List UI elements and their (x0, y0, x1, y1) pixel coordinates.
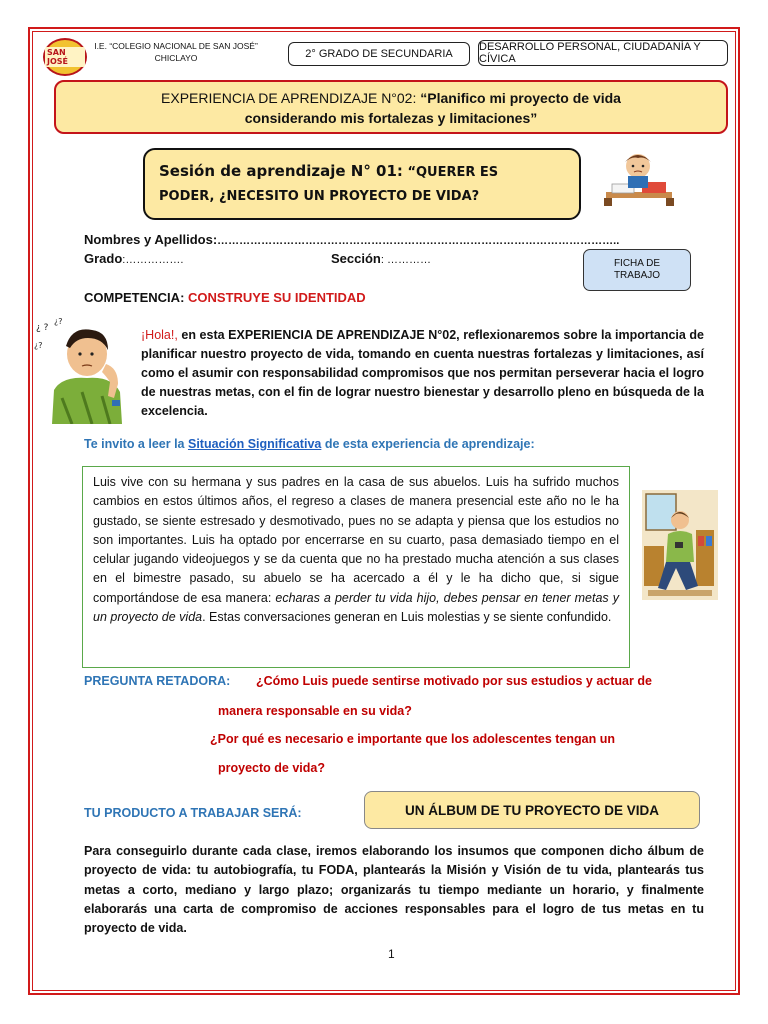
school-logo-text: SAN JOSÉ (45, 47, 85, 67)
competence-value: CONSTRUYE SU IDENTIDAD (188, 290, 366, 305)
situacion-significativa-link[interactable]: Situación Significativa (187, 437, 322, 451)
question-1-line1: ¿Cómo Luis puede sentirse motivado por sus estudios y actuar de (256, 674, 652, 688)
experience-title-part1: “Planifico mi proyecto de vida (416, 90, 621, 106)
situation-box (82, 466, 630, 668)
ficha-line2: TRABAJO (613, 270, 661, 281)
ficha-line1: FICHA DE (613, 258, 661, 269)
area-header-box: DESARROLLO PERSONAL, CIUDADANÍA Y CÍVICA (478, 40, 728, 66)
closing-paragraph: Para conseguirlo durante cada clase, iremos elaborando los insumos que componen dicho álbum de proyecto de vida: tu autobiografía, tu FODA, plantearás la Misión y Visión de tu vida, plantearás tus metas a corto, mediano y largo plazo; organizarás tu tiempo mediante un horario, y finalmente elaborarás una carta de compromiso de acciones responsables para el logro de tus metas en tu proyecto de vida. (84, 844, 704, 936)
invitation-line (84, 437, 535, 451)
invitation-after: de esta experiencia de aprendizaje: (321, 437, 535, 451)
question-1-line2: manera responsable en su vida? (218, 704, 412, 718)
grade-label: Grado (84, 251, 123, 266)
school-logo (43, 38, 87, 76)
svg-text:¿ ?: ¿ ? (36, 323, 49, 333)
section-label: Sección (331, 251, 381, 266)
experience-prefix: EXPERIENCIA DE APRENDIZAJE N°02: (161, 90, 417, 106)
names-label: Nombres y Apellidos: (84, 232, 218, 247)
grade-header-box: 2° GRADO DE SECUNDARIA (288, 42, 470, 66)
product-banner: UN ÁLBUM DE TU PROYECTO DE VIDA (364, 791, 700, 829)
school-name-line1: I.E. “COLEGIO NACIONAL DE SAN JOSÉ” (94, 41, 258, 51)
intro-paragraph (141, 326, 704, 421)
thinking-boy-illustration (32, 318, 130, 424)
situation-quote: echaras a perder tu vida hijo, debes pensar en tener metas y un proyecto de vida (93, 590, 619, 625)
situation-end: . Estas conversaciones generan en Luis molestias y se siente confundido. (202, 610, 612, 625)
svg-text:¿?: ¿? (34, 341, 43, 350)
experience-title-box (54, 80, 728, 134)
intro-body: en esta EXPERIENCIA DE APRENDIZAJE N°02, reflexionaremos sobre la importancia de planificar nuestro proyecto de vida, tomando en cuenta nuestras fortalezas y limitaciones, así como el asumir con responsabilidad compromisos que nos permitan perseverar hacia el logro de nuestras metas, con el fin de lograr nuestro bienestar y desarrollo pleno en búsqueda de la excelencia. (141, 328, 704, 418)
product-label: TU PRODUCTO A TRABAJAR SERÁ: (84, 806, 302, 820)
question-2-line1: ¿Por qué es necesario e importante que los adolescentes tengan un (210, 732, 615, 746)
school-name-line2: CHICLAYO (154, 53, 198, 63)
session-title-line2: PODER, ¿NECESITO UN PROYECTO DE VIDA? (159, 189, 480, 204)
school-name (92, 40, 260, 64)
section-field[interactable] (331, 251, 431, 266)
experience-title-line2: considerando mis fortalezas y limitaciones” (244, 110, 538, 126)
svg-text:¿?: ¿? (54, 318, 63, 326)
section-dots: : ………… (380, 254, 431, 266)
boy-with-phone-illustration (642, 490, 718, 600)
session-title-part1: “QUERER ES (402, 165, 499, 180)
session-prefix: Sesión de aprendizaje N° 01: (159, 162, 403, 180)
names-dots: ……………………………………………………………………………………………….. (217, 235, 620, 247)
names-field[interactable] (84, 232, 619, 247)
situation-text: Luis vive con su hermana y sus padres en la casa de sus abuelos. Luis ha sufrido muchos cambios en estos últimos años, el regreso a clases de manera presencial este año no le ha gustado, se siente estresado y desmotivado, pues no se adapta y piensa que los estudios no son importantes. Luis ha optado por encerrarse en su cuarto, pasa demasiado tiempo en el celular jugando videojuegos y se da cuenta que no ha prestado mucha atención a sus clases en el bimestre pasado, su abuelo se ha acercado a él y le ha dicho que, si sigue comportándose de esa manera: (93, 475, 619, 605)
session-title-line1 (159, 159, 565, 185)
experience-title-line1 (56, 88, 726, 108)
challenge-label: PREGUNTA RETADORA: (84, 674, 231, 688)
grade-field[interactable] (84, 251, 183, 266)
intro-greeting: ¡Hola!, (141, 328, 178, 342)
grade-dots: :……………. (122, 254, 184, 266)
competence-label: COMPETENCIA (84, 290, 181, 305)
page-number: 1 (388, 947, 395, 961)
competence-line: COMPETENCIA: CONSTRUYE SU IDENTIDAD (84, 290, 366, 305)
ficha-de-trabajo-badge (583, 249, 691, 291)
session-title-box (143, 148, 581, 220)
studying-student-illustration (598, 148, 680, 210)
question-2-line2: proyecto de vida? (218, 761, 325, 775)
invitation-before: Te invito a leer la (84, 437, 188, 451)
